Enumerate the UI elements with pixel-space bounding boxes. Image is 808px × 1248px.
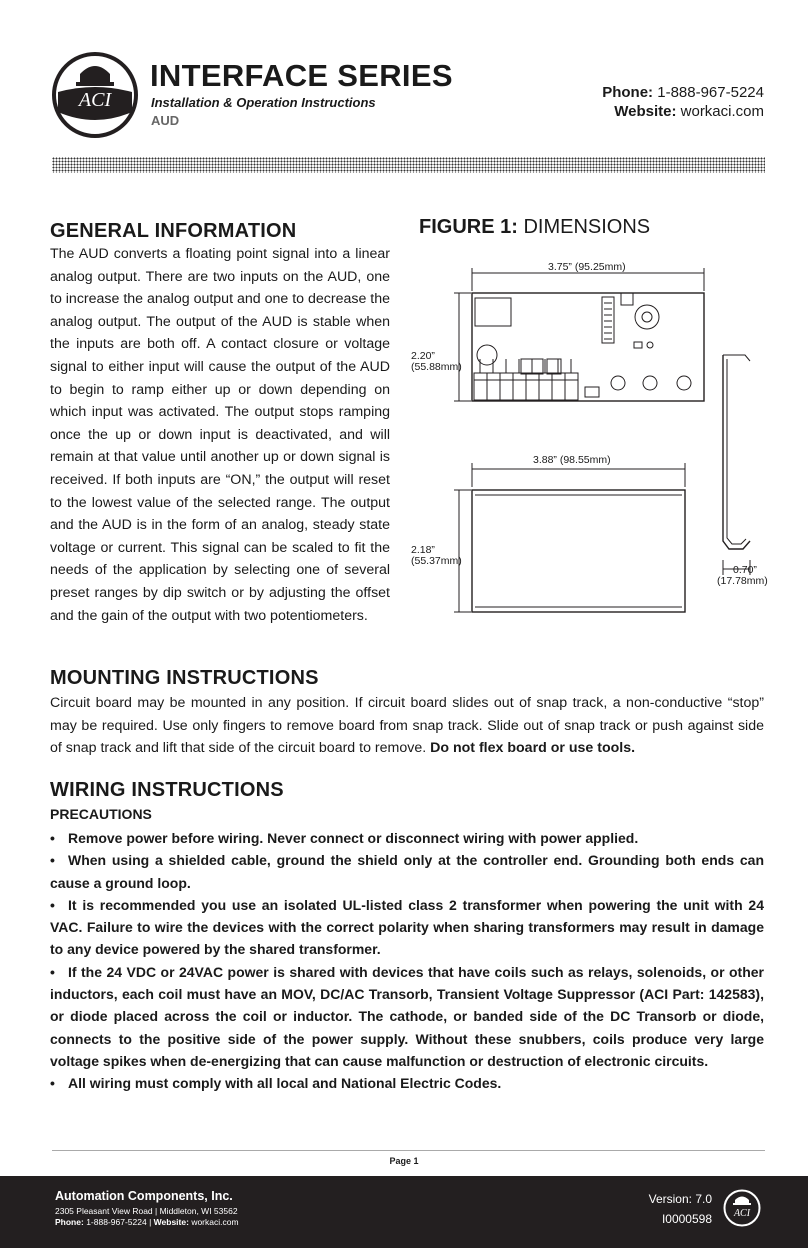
document-number: I0000598	[661, 1212, 712, 1226]
svg-text:ACI: ACI	[78, 89, 112, 111]
footer-website-link[interactable]: workaci.com	[191, 1217, 239, 1227]
document-title: INTERFACE SERIES	[150, 58, 453, 93]
contact-info	[602, 83, 764, 121]
general-information-body: The AUD converts a floating point signal into a linear analog output. There are two inputs on the AUD, one to increase the analog output and one to decrease the analog output. The output of the AUD is stable when the inputs are both off. A contact closure or voltage signal to either input will cause the output of the AUD to begin to ramp either up or down depending on which input was activated. The output stops ramping once the up or down input is deactivated, and will remain at that value until another up or down signal is received. If both inputs are “ON,” the output will reset to the lowest value of the selected range. The output and the AUD is in the form of an analog, steady state voltage or current. This signal can be scaled to fit the needs of the application by selecting one of several preset ranges by dip switch or by adjusting the offset and the gain of the output with two potentiometers.	[50, 246, 390, 624]
page-divider	[52, 1150, 765, 1151]
svg-text:ACI: ACI	[733, 1208, 751, 1219]
track-width-label: 3.88” (98.55mm)	[533, 454, 611, 466]
footer-contact: Phone: 1-888-967-5224 | Website: workaci.com	[55, 1217, 239, 1227]
board-height-inch-label: 2.20”	[411, 350, 435, 362]
list-item: • It is recommended you use an isolated UL-listed class 2 transformer when powering the unit with 24 VAC. Failure to wire the devices with the correct polarity when sharing transformers may result in damage to any device powered by the shared transformer.	[50, 896, 764, 958]
company-address: 2305 Pleasant View Road | Middleton, WI 53562	[55, 1206, 238, 1216]
mounting-instructions-body: Circuit board may be mounted in any position. If circuit board slides out of snap track, a non-conductive “stop” may be required. Use only fingers to remove board from snap track. Slide out of snap track or push against side of snap track and lift that side of the circuit board to remove. Do not flex board or use tools.	[50, 695, 764, 757]
track-depth-mm-label: (17.78mm)	[717, 575, 768, 587]
list-item: • When using a shielded cable, ground the shield only at the controller end. Grounding both ends can cause a ground loop.	[50, 852, 764, 891]
page-number: Page 1	[389, 1156, 419, 1166]
version-label: Version: 7.0	[648, 1192, 712, 1206]
figure-title: FIGURE 1: DIMENSIONS	[419, 216, 651, 238]
website-line[interactable]: Website: workaci.com	[614, 103, 764, 120]
wiring-instructions-heading: WIRING INSTRUCTIONS	[50, 779, 284, 801]
phone-line: Phone: 1-888-967-5224	[602, 84, 764, 101]
precautions-heading: PRECAUTIONS	[50, 806, 152, 822]
dimensions-figure	[405, 255, 790, 625]
list-item: • If the 24 VDC or 24VAC power is shared with devices that have coils such as relays, solenoids, or other inductors, each coil must have an MOV, DC/AC Transorb, Transient Voltage Suppressor (ACI Part: 142583), or diode placed across the coil or inductor. The cathode, or banded side of the DC Transorb or diode, connects to the positive side of the power supply. Without these snubbers, coils produce very large voltage spikes when de-energizing that can cause malfunction or destruction of electronic circuits.	[50, 963, 764, 1069]
mounting-instructions-heading: MOUNTING INSTRUCTIONS	[50, 667, 319, 689]
track-height-inch-label: 2.18”	[411, 544, 435, 556]
precautions-list	[50, 827, 764, 1095]
mounting-warning: Do not flex board or use tools.	[430, 740, 636, 757]
dotted-divider	[52, 157, 765, 173]
aci-logo	[52, 52, 138, 138]
company-name: Automation Components, Inc.	[55, 1189, 233, 1203]
footer	[0, 1176, 808, 1248]
general-information-heading: GENERAL INFORMATION	[50, 220, 297, 242]
board-width-label: 3.75” (95.25mm)	[548, 261, 626, 273]
track-depth-inch-label: 0.70”	[733, 564, 757, 576]
list-item: • Remove power before wiring. Never connect or disconnect wiring with power applied.	[50, 830, 639, 846]
model-code: AUD	[151, 113, 180, 128]
track-height-mm-label: (55.37mm)	[411, 555, 462, 567]
board-height-mm-label: (55.88mm)	[411, 361, 462, 373]
list-item: • All wiring must comply with all local and National Electric Codes.	[50, 1075, 502, 1092]
document-subtitle: Installation & Operation Instructions	[151, 95, 376, 110]
footer-aci-logo	[723, 1189, 761, 1227]
